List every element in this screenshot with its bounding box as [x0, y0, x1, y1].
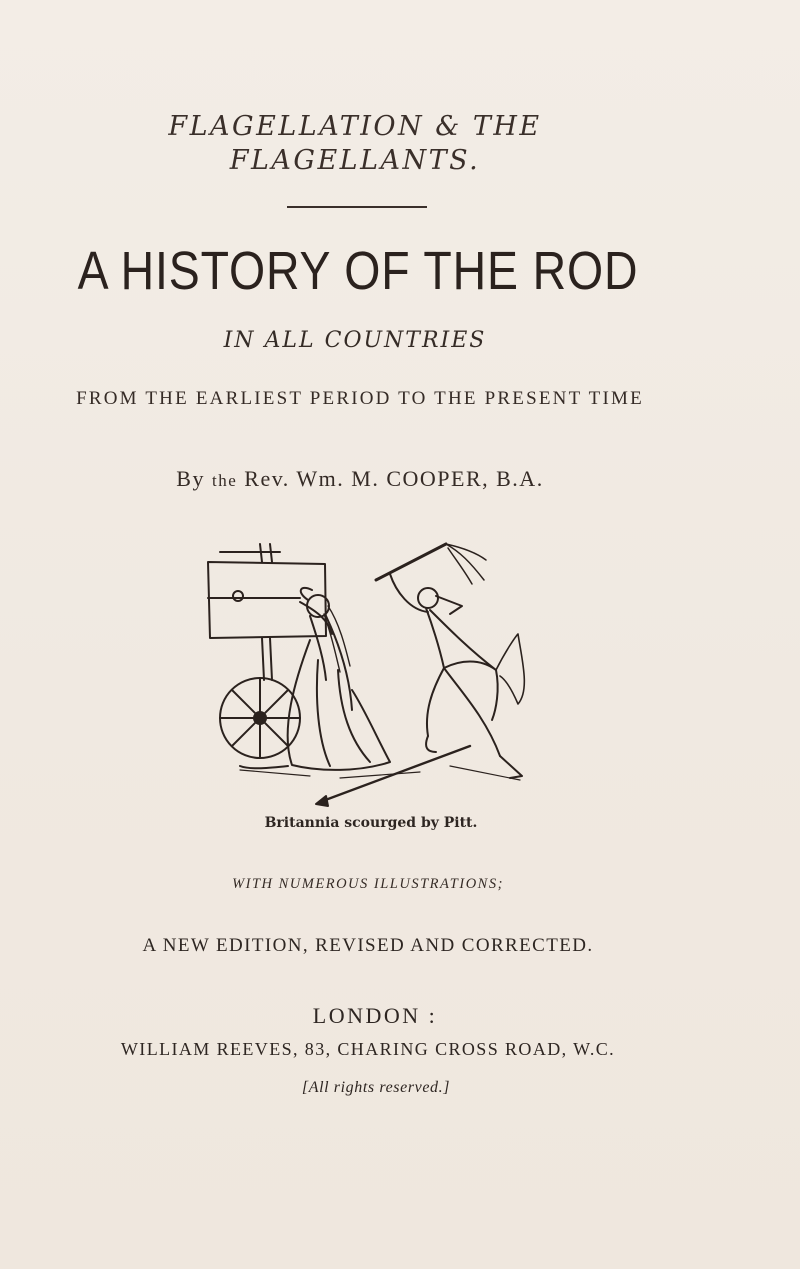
imprint-publisher: WILLIAM REEVES, 83, CHARING CROSS ROAD, W.C. — [120, 1039, 616, 1059]
decorative-rule — [287, 206, 427, 208]
series-title-line-2: FLAGELLANTS. — [229, 145, 481, 176]
author-by: By — [176, 466, 205, 491]
main-title: A HISTORY OF THE ROD — [77, 241, 639, 301]
illustration-caption: Britannia scourged by Pitt. — [264, 815, 478, 831]
illustrations-note: WITH NUMEROUS ILLUSTRATIONS; — [232, 876, 504, 892]
author-the: the — [211, 471, 238, 490]
author-name: Wm. M. COOPER, B.A. — [296, 466, 544, 491]
britannia-scourged-engraving-icon — [200, 540, 540, 810]
imprint-city: LONDON : — [312, 1003, 438, 1028]
period-line: FROM THE EARLIEST PERIOD TO THE PRESENT TIME — [76, 388, 644, 409]
author-rev: Rev. — [244, 466, 290, 491]
author-line — [0, 466, 760, 492]
subtitle: IN ALL COUNTRIES — [223, 328, 487, 353]
rights-notice: [All rights reserved.] — [301, 1079, 451, 1096]
series-title-line-1: FLAGELLATION & THE — [168, 111, 542, 142]
edition-statement: A NEW EDITION, REVISED AND CORRECTED. — [142, 935, 594, 956]
